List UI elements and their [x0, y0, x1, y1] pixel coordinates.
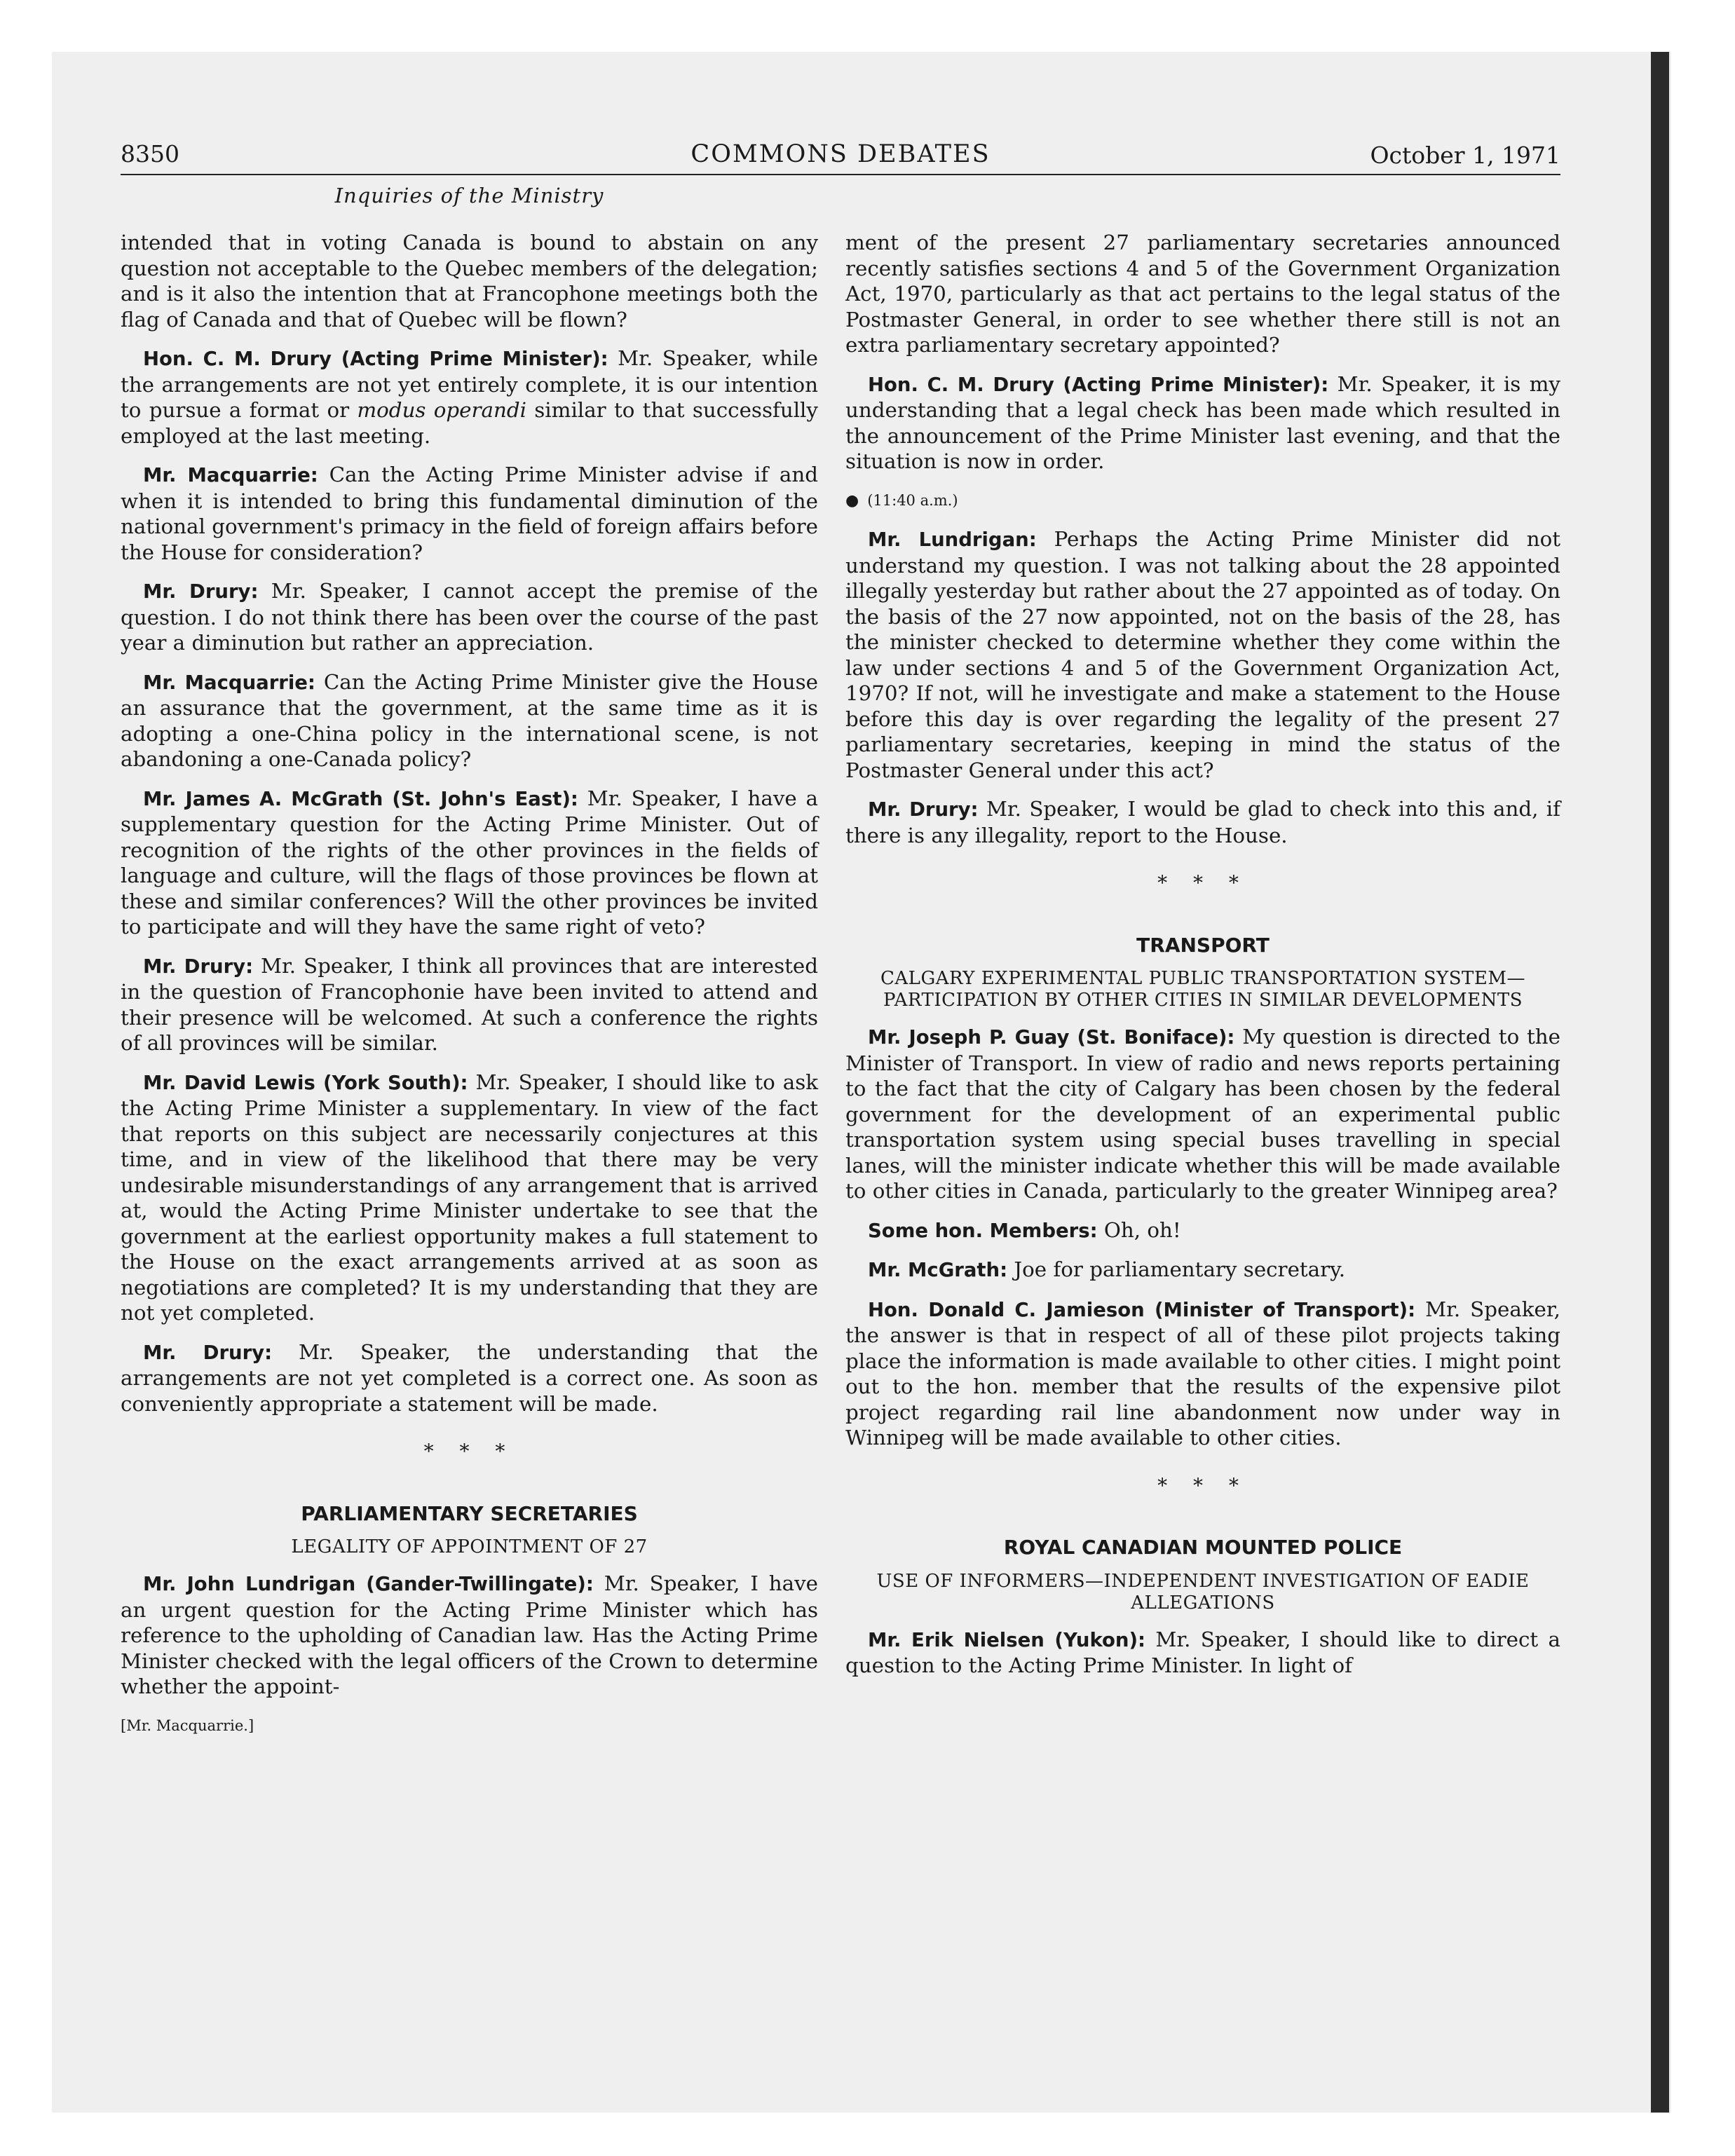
speaker-name: Mr. Macquarrie:	[143, 671, 315, 694]
speaker-name: Hon. C. M. Drury (Acting Prime Minister):	[868, 373, 1329, 396]
paragraph	[845, 1024, 1560, 1204]
paragraph	[845, 1217, 1560, 1244]
paragraph	[121, 1339, 818, 1417]
speaker-name: Mr. James A. McGrath (St. John's East):	[143, 787, 578, 810]
section-heading: ROYAL CANADIAN MOUNTED POLICE	[1003, 1536, 1403, 1559]
paragraph	[845, 526, 1560, 783]
speaker-name: Mr. Drury:	[143, 580, 259, 603]
paragraph: intended that in voting Canada is bound to abstain on any question not acceptable to the Quebec members of the delegation; and is it also the intention that at Francophone meetings both the flag of Canada and that of Quebec will be flown?	[121, 231, 818, 332]
paragraph	[121, 669, 818, 772]
speech-text: Oh, oh!	[1097, 1217, 1181, 1242]
bullet-icon: ●	[845, 491, 859, 510]
speaker-name: Mr. Drury:	[868, 798, 979, 821]
speaker-name: Mr. John Lundrigan (Gander-Twillingate):	[143, 1573, 594, 1595]
publication-title: COMMONS DEBATES	[690, 140, 991, 168]
speaker-name: Hon. C. M. Drury (Acting Prime Minister):	[143, 348, 608, 370]
scan-dark-edge	[1651, 52, 1669, 2113]
subsection-heading: CALGARY EXPERIMENTAL PUBLIC TRANSPORTATION SYSTEM—PARTICIPATION BY OTHER CITIES IN SIMILAR DEVELOPMENTS	[880, 968, 1525, 1011]
speaker-name: Some hon. Members:	[868, 1219, 1098, 1242]
speaker-name: Mr. Macquarrie:	[143, 464, 318, 486]
speaker-name: Mr. McGrath:	[868, 1259, 1008, 1281]
speech-text: Mr. Speaker, I should like to ask the Acting Prime Minister a supplementary. In view of the fact that reports on this subject are necessarily conjectures at this time, and in view of the likelihood that there may be very undesirable misunderstandings of any arrangement that is arrived at, would the Acting Prime Minister undertake to see that the government at the earliest opportunity makes a full statement to the House on the exact arrangements arrived at as soon as negotiations are completed? It is my understanding that they are not yet completed.	[121, 1070, 818, 1325]
running-head: Inquiries of the Ministry	[334, 184, 604, 207]
speech-text: Mr. Speaker, it is my understanding that a legal check has been made which resulted in the announcement of the Prime Minister last evening, and that the situation is now in order.	[845, 371, 1560, 473]
section-divider: * * *	[423, 1440, 515, 1463]
speech-text: Mr. Speaker, while the arrangements are not yet entirely complete, it is our intention to pursue a format or	[121, 346, 818, 422]
speech-text: Mr. Speaker, I have a supplementary question for the Acting Prime Minister. Out of recognition of the rights of the other provinces in the fields of language and culture, will the flags of those provinces be flown at these and similar conferences? Will the other provinces be invited to participate and will they have the same right of veto?	[121, 786, 818, 939]
speaker-name: Mr. Erik Nielsen (Yukon):	[868, 1628, 1146, 1651]
paragraph	[845, 1297, 1560, 1451]
publication-date: October 1, 1971	[1370, 142, 1560, 169]
paragraph	[121, 953, 818, 1056]
subsection-heading: LEGALITY OF APPOINTMENT OF 27	[291, 1536, 648, 1557]
speech-text: similar to that successfully employed at the last meeting.	[121, 398, 818, 448]
section-heading: PARLIAMENTARY SECRETARIES	[301, 1501, 638, 1525]
page-header	[121, 137, 1560, 175]
section-heading: TRANSPORT	[1136, 933, 1270, 957]
paragraph	[121, 346, 818, 449]
speaker-name: Mr. Lundrigan:	[868, 528, 1037, 551]
speaker-name: Mr. Drury:	[143, 1341, 273, 1364]
speech-text: Mr. Speaker, I would be glad to check into this and, if there is any illegality, report to the House.	[845, 797, 1560, 847]
section-divider: * * *	[1157, 871, 1248, 894]
speech-text: Mr. Speaker, the answer is that in respect of all of these pilot projects taking place the information is made available to other cities. I might point out to the hon. member that the results of the expensive pilot project regarding rail line abandonment now under way in Winnipeg will be made available to other cities.	[845, 1297, 1560, 1449]
left-column	[121, 230, 818, 1752]
speech-text: Joe for parliamentary secretary.	[1007, 1257, 1346, 1281]
speech-text: Can the Acting Prime Minister advise if and when it is intended to bring this fundamental diminution of the national government's primacy in the field of foreign affairs before the House for consideration?	[121, 463, 818, 564]
speech-text: Mr. Speaker, I think all provinces that are interested in the question of Francophonie have been invited to attend and their presence will be welcomed. At such a conference the rights of all provinces will be similar.	[121, 953, 818, 1055]
paragraph	[121, 578, 818, 656]
speech-text: Mr. Speaker, the understanding that the arrangements are not yet completed is a correct one. As soon as conveniently appropriate a statement will be made.	[121, 1339, 818, 1416]
speech-text: Mr. Speaker, I have an urgent question for the Acting Prime Minister which has reference to the upholding of Canadian law. Has the Acting Prime Minister checked with the legal officers of the Crown to determine whether the appoint-	[121, 1571, 818, 1698]
paragraph	[845, 1627, 1560, 1679]
paragraph	[845, 371, 1560, 475]
paragraph	[121, 462, 818, 565]
speech-text: Perhaps the Acting Prime Minister did not understand my question. I was not talking about the 28 appointed illegally yesterday but rather about the 27 appointed as of today. On the basis of the 27 now appointed, not on the basis of the 28, has the minister checked to determine whether they come within the law under sections 4 and 5 of the Government Organization Act, 1970? If not, will he investigate and make a statement to the House before this day is over regarding the legality of the present 27 parliamentary secretaries, keeping in mind the status of the Postmaster General under this act?	[845, 527, 1561, 782]
time-marker	[845, 488, 1560, 514]
italic-phrase: modus operandi	[357, 398, 526, 422]
speaker-name: Mr. David Lewis (York South):	[143, 1071, 468, 1094]
paragraph	[845, 796, 1560, 848]
speech-text: Mr. Speaker, I should like to direct a question to the Acting Prime Minister. In light of	[845, 1627, 1560, 1677]
paragraph	[845, 1257, 1560, 1283]
paragraph	[121, 1571, 818, 1700]
section-divider: * * *	[1157, 1473, 1248, 1497]
right-column	[845, 230, 1560, 1692]
speaker-name: Hon. Donald C. Jamieson (Minister of Transport):	[868, 1298, 1416, 1321]
page-number: 8350	[121, 140, 179, 168]
speaker-name: Mr. Drury:	[143, 955, 254, 978]
timestamp: (11:40 a.m.)	[867, 491, 958, 509]
speech-text: Mr. Speaker, I cannot accept the premise of the question. I do not think there has been over the course of the past year a diminution but rather an appreciation.	[121, 579, 819, 655]
speech-text: My question is directed to the Minister of Transport. In view of radio and news reports pertaining to the fact that the city of Calgary has been chosen by the federal government for the development of an experimental public transportation system using special buses travelling in special lanes, will the minister indicate whether this will be made available to other cities in Canada, particularly to the greater Winnipeg area?	[845, 1025, 1561, 1203]
paragraph: ment of the present 27 parliamentary secretaries announced recently satisfies sections 4 and 5 of the Government Organization Act, 1970, particularly as that act pertains to the legal status of the Postmaster General, in order to see whether there still is not an extra parliamentary secretary appointed?	[845, 231, 1560, 357]
footnote: [Mr. Macquarrie.]	[121, 1717, 254, 1734]
subsection-heading: USE OF INFORMERS—INDEPENDENT INVESTIGATION OF EADIE ALLEGATIONS	[876, 1570, 1530, 1613]
speech-text: Can the Acting Prime Minister give the House an assurance that the government, at the same time as it is adopting a one-China policy in the international scene, is not abandoning a one-Canada policy?	[121, 669, 818, 771]
speaker-name: Mr. Joseph P. Guay (St. Boniface):	[868, 1026, 1235, 1049]
paragraph	[121, 786, 818, 940]
paragraph	[121, 1070, 818, 1326]
